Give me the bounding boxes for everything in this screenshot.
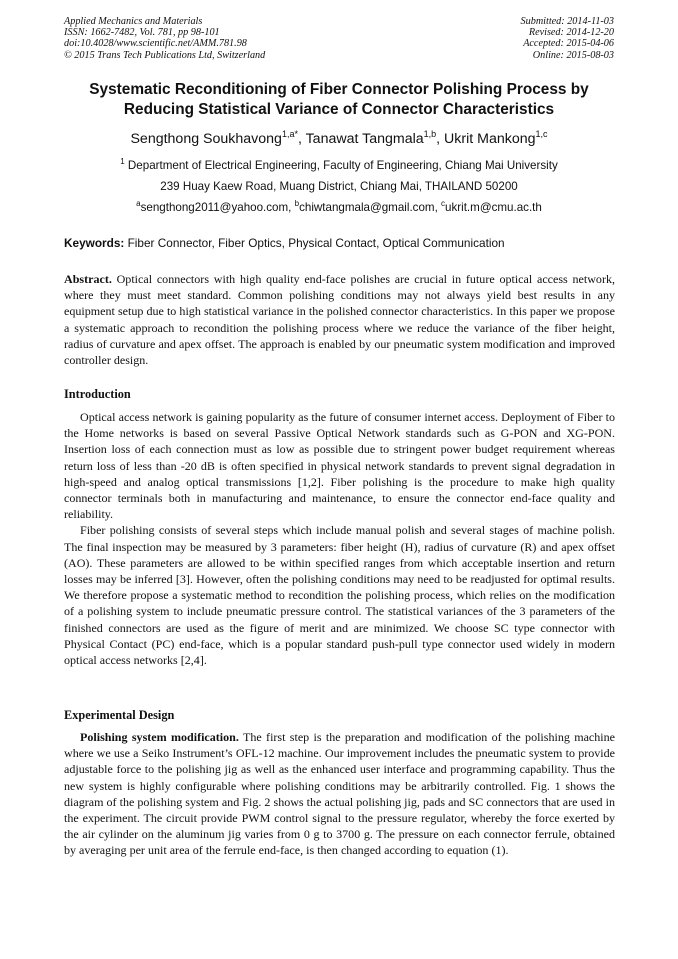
- paragraph: [64, 729, 615, 859]
- online-date: Online: 2015-08-03: [532, 49, 614, 61]
- affiliation-superscript: 1: [120, 157, 125, 166]
- title-line-1: Systematic Reconditioning of Fiber Connector Polishing Process by: [89, 81, 589, 98]
- dates-header: [521, 16, 614, 61]
- email-link[interactable]: sengthong2011@yahoo.com: [140, 201, 289, 214]
- author-superscript: 1,b: [423, 129, 437, 139]
- abstract-paragraph: [64, 271, 615, 368]
- author-name: Ukrit Mankong: [444, 131, 536, 147]
- subsection-heading: Polishing system modification.: [80, 730, 239, 744]
- author-name: Tanawat Tangmala: [305, 131, 424, 147]
- author-emails: $^a$sengthong2011@yahoo.com, $^b$chiwtangmala@gmail.com, $^c$ukrit.m@cmu.ac.th: [136, 199, 542, 214]
- author-superscript: 1,a*: [281, 129, 298, 139]
- abstract: [64, 271, 615, 368]
- issn-line: ISSN: 1662-7482, Vol. 781, pp 98-101: [64, 27, 220, 39]
- email-link[interactable]: ukrit.m@cmu.ac.th: [445, 201, 542, 214]
- paragraph: Optical access network is gaining popularity as the future of consumer internet access. Deployment of Fiber to the Home networks is based on several Passive Optical Network standards such as G-PON and XG-PON. Insertion loss of each connection must as low as possible due to stringent power budget requirement whereas return loss of less than -20 dB is often specified in physical network standards to prevent signal degradation in high-speed and analog optical transmissions [1,2]. Fiber polishing is the procedure to make high quality connector terminals both in manufacturing and maintenance, to ensure the connector end-face quality and reliability.: [64, 410, 615, 522]
- email-link[interactable]: chiwtangmala@gmail.com: [299, 201, 435, 214]
- journal-header: [64, 16, 265, 61]
- introduction-heading: Introduction: [64, 387, 131, 401]
- journal-name: Applied Mechanics and Materials: [64, 16, 203, 27]
- keywords-label: Keywords:: [64, 236, 125, 250]
- paper-title: [40, 80, 638, 119]
- keywords: [64, 236, 505, 250]
- author-name: Sengthong Soukhavong: [130, 131, 282, 147]
- keywords-text: Fiber Connector, Fiber Optics, Physical Contact, Optical Communication: [127, 236, 505, 250]
- title-line-2: Reducing Statistical Variance of Connector Characteristics: [123, 100, 555, 118]
- submitted-date: Submitted: 2014-11-03: [520, 16, 614, 27]
- revised-date: Revised: 2014-12-20: [528, 27, 614, 39]
- paragraph: Fiber polishing consists of several steps which include manual polish and several stages of machine polish. The final inspection may be measured by 3 parameters: fiber height (H), radius of curvature (R) and apex offset (AO). These parameters are allowed to be within specified ranges from which acceptable insertion and return losses may be inferred [3]. However, often the polishing conditions may need to be readjusted for optimal results. We therefore propose a systematic method to recondition the polishing process, which relies on the modification of a polishing system to include pneumatic pressure control. The statistical variances of the 3 parameters of the finished connectors are used as the figure of merit and are minimized. We choose SC type connector with Physical Contact (PC) end-face, which is a popular standard push-pull type connector used widely in modern optical access networks [2,4].: [64, 523, 615, 668]
- department-text: Department of Electrical Engineering, Faculty of Engineering, Chiang Mai University: [127, 159, 558, 172]
- introduction-body: [64, 409, 615, 668]
- email-superscript: b: [294, 199, 300, 208]
- experimental-body: [64, 729, 615, 859]
- accepted-date: Accepted: 2015-04-06: [523, 38, 614, 50]
- experimental-text: The first step is the preparation and modification of the polishing machine where we use a Seiko Instrument’s OFL-12 machine. Our improvement includes the pneumatic system to provide adjustable force to the polishing jig as well as the enhanced user interface and programming capability. Thus the new system is highly configurable where polishing conditions may be arbitrarily controlled. Fig. 1 shows the diagram of the polishing system and Fig. 2 shows the actual polishing jig, pads and SC connectors that are used in the experiment. The circuit provide PWM control signal to the pressure regulator, whereby the force exerted by the air cylinder on the aluminum jig varies from 0 g to 3700 g. The pressure on each connector ferrule, obtained by averaging per unit area of the ferrule end-face, is then changed according to equation (1).: [64, 730, 616, 858]
- affiliation-department: [40, 159, 638, 173]
- affiliation-address: 239 Huay Kaew Road, Muang District, Chiang Mai, THAILAND 50200: [160, 180, 518, 193]
- author-list: Sengthong Soukhavong$^{1,a*}$, Tanawat Tangmala$^{1,b}$, Ukrit Mankong$^{1,c}$: [130, 129, 548, 147]
- doi-line[interactable]: doi:10.4028/www.scientific.net/AMM.781.98: [64, 38, 247, 50]
- abstract-label: Abstract.: [64, 272, 112, 286]
- experimental-heading: Experimental Design: [64, 708, 175, 722]
- copyright-line: © 2015 Trans Tech Publications Ltd, Switzerland: [64, 49, 266, 61]
- abstract-text: Optical connectors with high quality end-face polishes are crucial in future optical access network, where they must meet standard. Common polishing conditions may not always yield best results in any equipment setup due to high statistical variance in the polished connector characteristics. In this paper we propose a systematic approach to recondition the polishing process where we reduce the variance of the fiber height, radius of curvature and apex offset. The approach is enabled by our pneumatic system modification and improved controller design.: [64, 272, 615, 368]
- author-superscript: 1,c: [535, 129, 548, 139]
- email-superscript: c: [441, 199, 446, 208]
- email-superscript: a: [136, 199, 141, 208]
